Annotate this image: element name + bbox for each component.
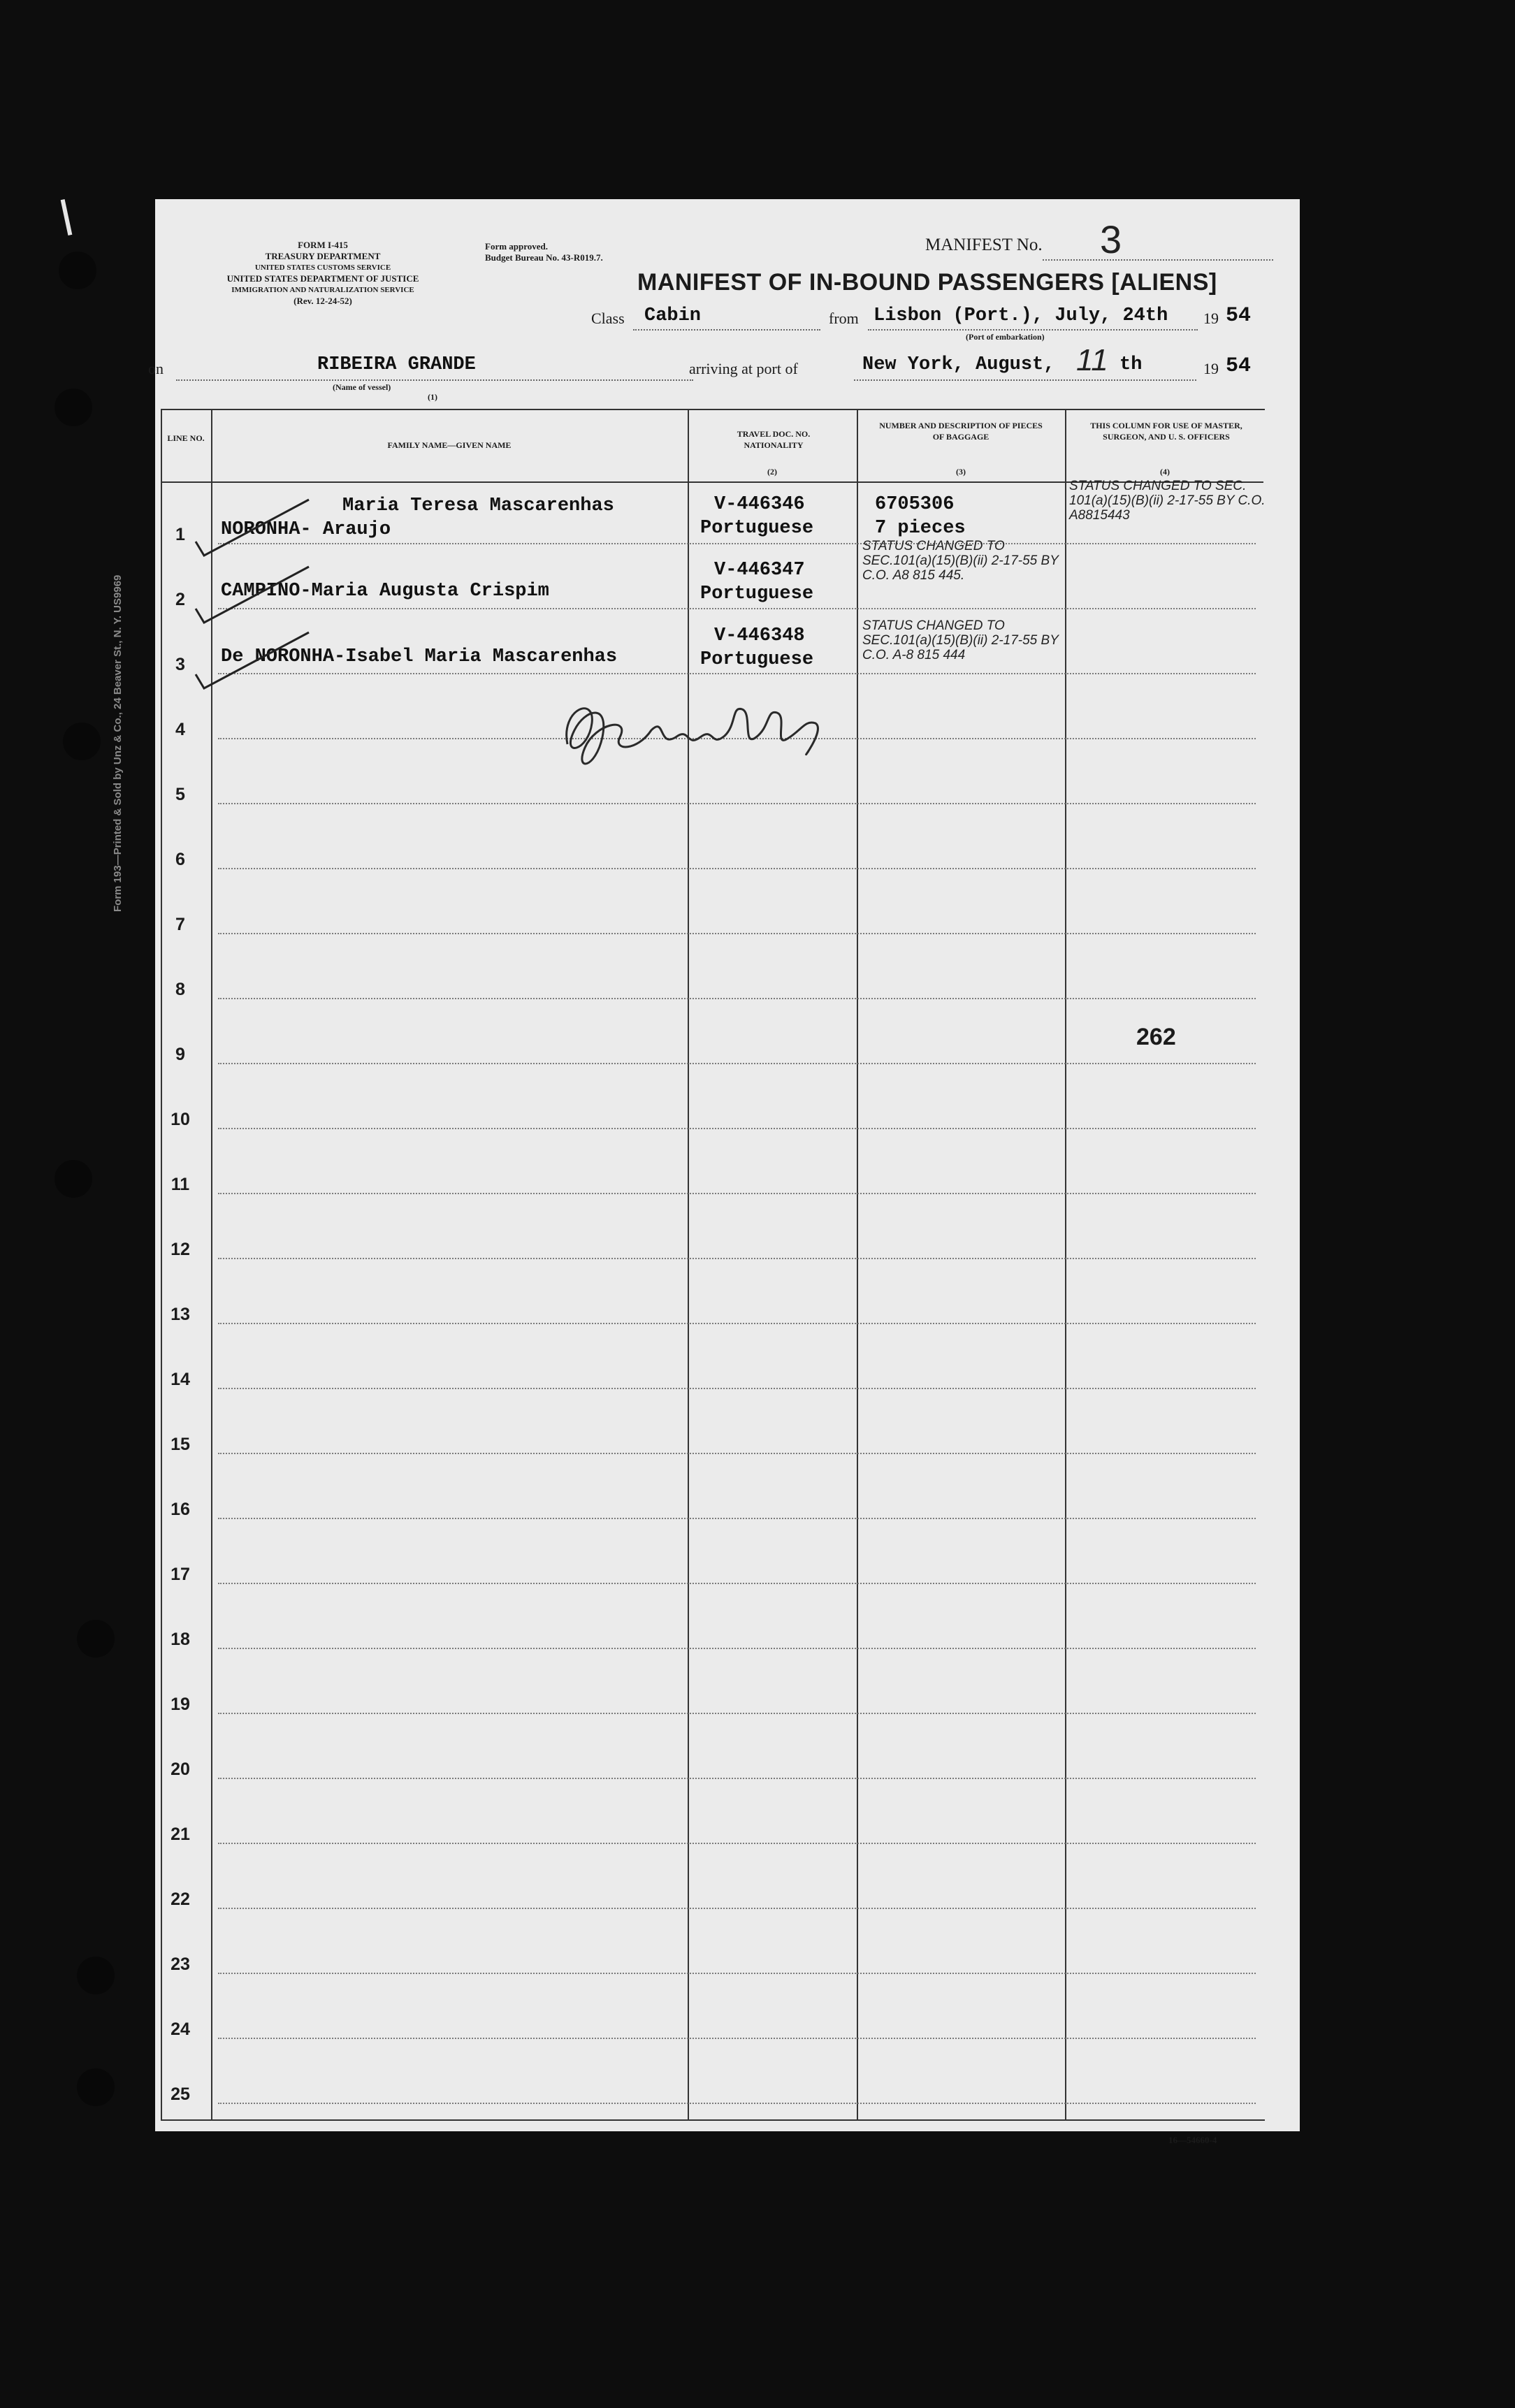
line-number: 15 xyxy=(171,1435,190,1454)
row-dotted-rule xyxy=(218,803,1256,804)
row-dotted-rule xyxy=(218,1193,1256,1194)
punch-hole xyxy=(55,389,92,426)
port-embarkation-caption: (Port of embarkation) xyxy=(966,332,1045,342)
line-number: 23 xyxy=(171,1954,190,1974)
arrival-value: New York, August, xyxy=(862,354,1055,375)
vessel-line xyxy=(176,379,693,381)
row-dotted-rule xyxy=(218,2038,1256,2039)
line-number: 12 xyxy=(171,1240,190,1259)
arriving-label: arriving at port of xyxy=(689,360,798,377)
row-dotted-rule xyxy=(218,1843,1256,1844)
line-number: 7 xyxy=(175,915,185,934)
manifest-number-line xyxy=(1043,259,1273,261)
row-dotted-rule xyxy=(218,1388,1256,1389)
row-dotted-rule xyxy=(218,1323,1256,1324)
ins-service: IMMIGRATION AND NATURALIZATION SERVICE xyxy=(231,286,414,294)
col-header-baggage-num: (3) xyxy=(956,467,966,477)
manifest-page xyxy=(112,199,1300,2145)
line-number: 16 xyxy=(171,1500,190,1519)
agency-block xyxy=(155,240,491,307)
row-dotted-rule xyxy=(218,1518,1256,1519)
customs-service: UNITED STATES CUSTOMS SERVICE xyxy=(254,263,391,272)
form-number: FORM I-415 xyxy=(298,240,348,250)
row-dotted-rule xyxy=(218,1648,1256,1649)
row-3-baggage-note: STATUS CHANGED TO SEC.101(a)(15)(B)(ii) 2-17-55 BY C.O. A-8 815 444 xyxy=(862,618,1059,662)
printer-imprint: Form 193—Printed & Sold by Unz & Co., 24 Beaver St., N. Y. US9969 xyxy=(112,574,124,912)
row-dotted-rule xyxy=(218,998,1256,999)
row-dotted-rule xyxy=(218,1128,1256,1129)
punch-hole xyxy=(77,2068,115,2106)
row-dotted-rule xyxy=(218,868,1256,869)
form-approved: Form approved. xyxy=(485,241,549,252)
row-dotted-rule xyxy=(218,1583,1256,1584)
year-from-value: 54 xyxy=(1226,304,1252,328)
line-number: 25 xyxy=(171,2084,190,2104)
row-dotted-rule xyxy=(218,1453,1256,1454)
row-1-officer-note: STATUS CHANGED TO SEC. 101(a)(15)(B)(ii) 2-17-55 BY C.O. A8815443 xyxy=(1069,479,1266,523)
row-dotted-rule xyxy=(218,1063,1256,1064)
row-dotted-rule xyxy=(218,1973,1256,1974)
column-divider xyxy=(688,409,689,2119)
line-number: 5 xyxy=(175,785,185,804)
line-number: 19 xyxy=(171,1695,190,1714)
line-number: 2 xyxy=(175,590,185,609)
punch-hole xyxy=(77,1957,115,1994)
punch-hole xyxy=(59,252,96,289)
line-number: 18 xyxy=(171,1630,190,1649)
from-line xyxy=(868,329,1198,331)
line-number: 20 xyxy=(171,1760,190,1779)
row-1-name-line2: NORONHA- Araujo xyxy=(221,519,391,540)
row-dotted-rule xyxy=(218,2103,1256,2104)
row-2-name: CAMPINO-Maria Augusta Crispim xyxy=(221,581,549,602)
col-header-officers-num: (4) xyxy=(1160,467,1170,477)
row-1-baggage-1: 6705306 xyxy=(875,494,955,515)
line-number: 21 xyxy=(171,1825,190,1844)
row-3-nationality: Portuguese xyxy=(700,649,814,670)
line-number: 24 xyxy=(171,2019,190,2039)
from-value: Lisbon (Port.), July, 24th xyxy=(874,305,1168,326)
budget-bureau: Budget Bureau No. 43-R019.7. xyxy=(485,252,603,263)
row-2-nationality: Portuguese xyxy=(700,583,814,604)
row-1-doc: V-446346 xyxy=(714,494,805,515)
stamp-number: 262 xyxy=(1136,1024,1176,1050)
form-revision: (Rev. 12-24-52) xyxy=(293,296,352,306)
row-1-nationality: Portuguese xyxy=(700,518,814,539)
year-prefix-from: 19 xyxy=(1203,310,1219,327)
punch-hole xyxy=(55,1160,92,1198)
arrival-day: 11 xyxy=(1076,343,1108,377)
row-1-baggage-2: 7 pieces xyxy=(875,518,966,539)
arrival-line xyxy=(854,379,1196,381)
row-3-name: De NORONHA-Isabel Maria Mascarenhas xyxy=(221,646,618,667)
column-divider xyxy=(857,409,858,2119)
line-number: 8 xyxy=(175,980,185,999)
row-3-doc: V-446348 xyxy=(714,625,805,646)
row-dotted-rule xyxy=(218,933,1256,934)
year-prefix-arrival: 19 xyxy=(1203,360,1219,377)
column-divider xyxy=(1065,409,1066,2119)
year-arrival-value: 54 xyxy=(1226,354,1252,378)
footer-code: 16—54660-4 xyxy=(1168,2135,1217,2145)
class-line xyxy=(633,329,820,331)
check-marks xyxy=(183,486,379,695)
from-label: from xyxy=(829,310,859,327)
line-number: 22 xyxy=(171,1890,190,1909)
margin-tick-mark xyxy=(61,199,73,235)
punch-hole xyxy=(77,1620,115,1658)
col-header-line-no: LINE NO. xyxy=(167,433,205,443)
line-number: 4 xyxy=(175,720,185,739)
line-number: 13 xyxy=(171,1305,190,1324)
line-number: 3 xyxy=(175,655,185,674)
col-header-travel-doc: TRAVEL DOC. NO. NATIONALITY xyxy=(737,429,811,450)
line-number: 11 xyxy=(171,1175,190,1194)
line-number: 17 xyxy=(171,1565,190,1584)
class-label: Class xyxy=(591,310,625,327)
approval-block xyxy=(485,241,603,263)
vessel-value: RIBEIRA GRANDE xyxy=(317,354,476,375)
col-header-officers: THIS COLUMN FOR USE OF MASTER, SURGEON, AND U. S. OFFICERS xyxy=(1090,421,1242,442)
officer-signature xyxy=(553,681,847,783)
col-header-travel-doc-num: (2) xyxy=(767,467,777,477)
line-number: 6 xyxy=(175,850,185,869)
punch-hole xyxy=(63,723,101,760)
row-dotted-rule xyxy=(218,1713,1256,1714)
col-header-name: FAMILY NAME—GIVEN NAME xyxy=(387,440,512,450)
row-dotted-rule xyxy=(218,1778,1256,1779)
manifest-number: 3 xyxy=(1100,217,1122,261)
col-header-baggage: NUMBER AND DESCRIPTION OF PIECES OF BAGGAGE xyxy=(879,421,1043,442)
line-number: 1 xyxy=(175,525,185,544)
treasury-dept: TREASURY DEPARTMENT xyxy=(265,251,381,261)
row-dotted-rule xyxy=(218,1258,1256,1259)
line-number: 14 xyxy=(171,1370,190,1389)
vessel-col-num: (1) xyxy=(428,392,437,402)
row-1-name-line1: Maria Teresa Mascarenhas xyxy=(342,495,614,516)
line-number: 9 xyxy=(175,1045,185,1064)
vessel-caption: (Name of vessel) xyxy=(333,382,391,392)
row-dotted-rule xyxy=(218,1908,1256,1909)
manifest-label: MANIFEST No. xyxy=(925,235,1043,254)
manifest-title: MANIFEST OF IN-BOUND PASSENGERS [ALIENS] xyxy=(637,269,1217,296)
class-value: Cabin xyxy=(644,305,702,326)
justice-dept: UNITED STATES DEPARTMENT OF JUSTICE xyxy=(226,273,419,284)
arrival-suffix: th xyxy=(1119,354,1143,375)
line-number: 10 xyxy=(171,1110,190,1129)
on-label: on xyxy=(148,360,164,377)
row-2-doc: V-446347 xyxy=(714,560,805,581)
row-2-baggage-note: STATUS CHANGED TO SEC.101(a)(15)(B)(ii) 2-17-55 BY C.O. A8 815 445. xyxy=(862,539,1059,583)
